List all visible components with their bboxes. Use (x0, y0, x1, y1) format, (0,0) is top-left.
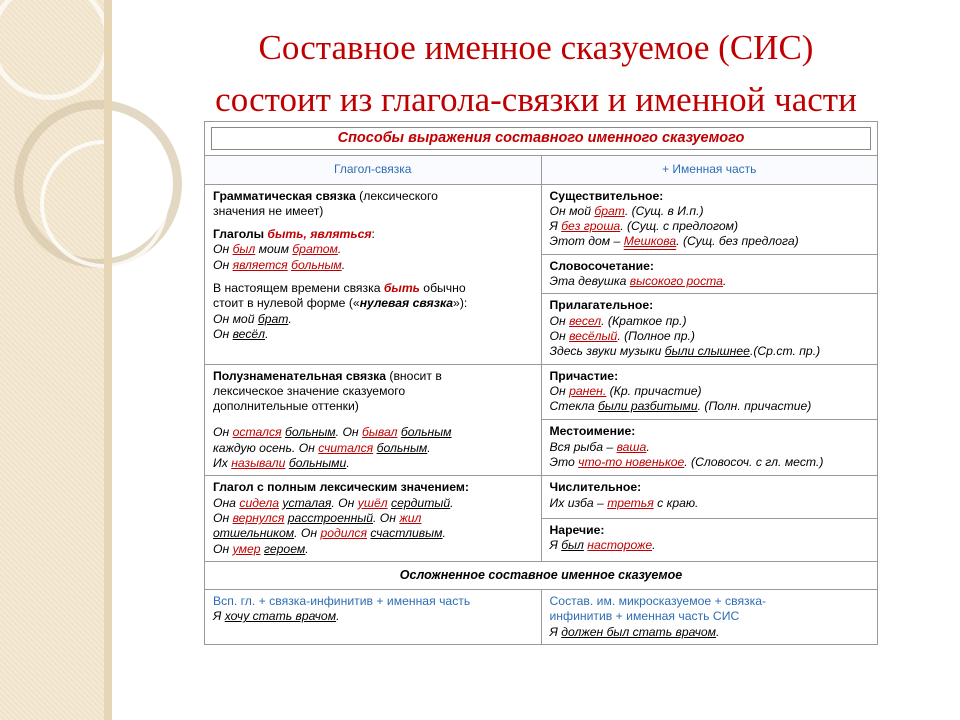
example-line: Он был моим братом. (213, 242, 342, 257)
adverb-cell: Наречие: Я был настороже. (541, 519, 878, 562)
grammatical-link-cell: Грамматическая связка (лексического значения не имеет) Глаголы быть, являться: Он был моим братом. Он является больным. В настоящем времени связка быть обычно стоит в нулевой форме («нулевая связка»): Он мой брат. Он весёл. (205, 184, 542, 364)
complex-right-cell: Состав. им. микросказуемое + связка- инфинитив + именная часть СИС Я должен был стать врачом. (541, 590, 878, 645)
full-verb-cell: Глагол с полным лексическим значением: Она сидела усталая. Он ушёл сердитый. Он вернулся расстроенный. Он жил отшельником. Он родился счастливым. Он умер героем. (205, 476, 542, 561)
noun-cell: Существительное: Он мой брат. (Сущ. в И.п.) Я без гроша. (Сущ. с предлогом) Этот дом – Мешкова. (Сущ. без предлога) (541, 184, 878, 254)
decorative-strip (104, 0, 112, 720)
column-header-nominal-part: + Именная часть (541, 156, 878, 184)
numeral-cell: Числительное: Их изба – третья с краю. (541, 476, 878, 519)
decorative-side-panel (0, 0, 112, 720)
predicate-table (204, 121, 878, 645)
table-caption-cell (205, 122, 878, 156)
pronoun-cell: Местоимение: Вся рыба – ваша. Это что-то новенькое. (Словосоч. с гл. мест.) (541, 420, 878, 476)
column-header-link-verb: Глагол-связка (205, 156, 542, 184)
participle-cell: Причастие: Он ранен. (Кр. причастие) Стекла были разбитыми. (Полн. причастие) (541, 364, 878, 420)
semi-notional-link-cell: Полузнаменательная связка (вносит в лексическое значение сказуемого дополнительные оттенки) Он остался больным. Он бывал больным каждую осень. Он считался больным. Их называли больными. (205, 364, 542, 476)
phrase-cell: Словосочетание: Эта девушка высокого роста. (541, 254, 878, 294)
example-line: Он мой брат. (213, 311, 292, 326)
slide-title-line-2: состоит из глагола-связки и именной части (215, 80, 857, 119)
example-line: Он является больным. (213, 257, 346, 272)
decorative-ring (0, 0, 110, 100)
complex-left-cell: Всп. гл. + связка-инфинитив + именная часть Я хочу стать врачом. (205, 590, 542, 645)
example-line: Он весёл. (213, 326, 269, 341)
adjective-cell: Прилагательное: Он весел. (Краткое пр.) Он весёлый. (Полное пр.) Здесь звуки музыки были слышнее.(Ср.ст. пр.) (541, 294, 878, 364)
slide-title-line-1: Составное именное сказуемое (СИС) (258, 28, 814, 67)
complex-predicate-header: Осложненное составное именное сказуемое (205, 561, 878, 589)
table-caption: Способы выражения составного именного сказуемого (211, 127, 871, 150)
